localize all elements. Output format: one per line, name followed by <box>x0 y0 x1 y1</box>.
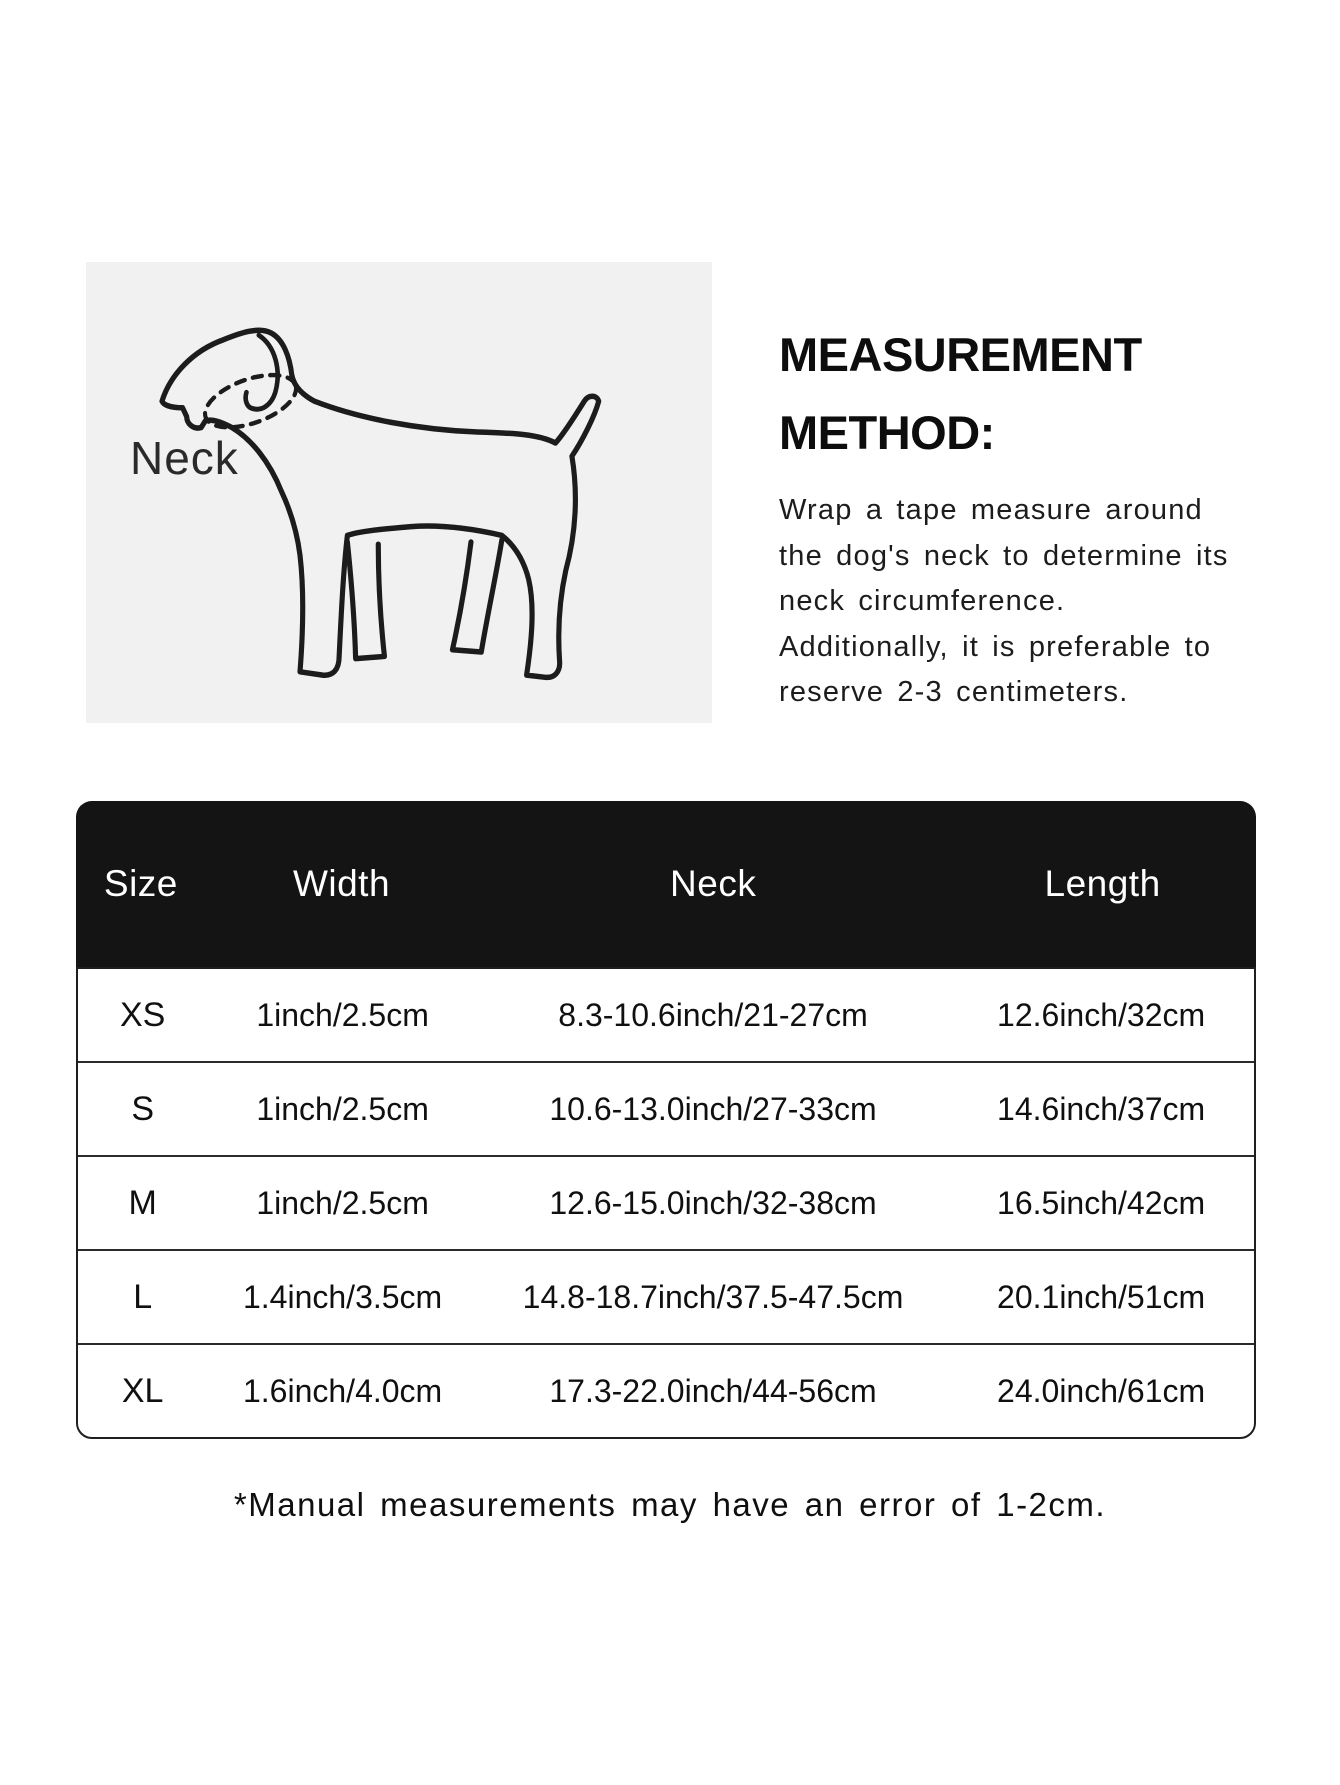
length-cell: 20.1inch/51cm <box>997 1278 1206 1315</box>
table-row-xl <box>78 1343 1254 1437</box>
size-cell: S <box>131 1089 155 1128</box>
dog-ear <box>246 335 278 409</box>
neck-cell: 14.8-18.7inch/37.5-47.5cm <box>522 1278 904 1315</box>
dog-line-drawing <box>86 262 712 723</box>
collar-ellipse <box>199 365 302 438</box>
dog-far-front-leg <box>347 542 384 659</box>
description-line: Additionally, it is preferable to <box>779 630 1212 663</box>
header-cell-size: Size <box>103 863 178 904</box>
length-cell: 12.6inch/32cm <box>997 996 1206 1033</box>
table-row-l <box>78 1249 1254 1343</box>
header-cell-width: Width <box>292 863 391 904</box>
length-cell: 16.5inch/42cm <box>997 1184 1206 1221</box>
description-line: the dog's neck to determine its <box>779 539 1229 572</box>
table-row-s <box>78 1061 1254 1155</box>
neck-cell: 10.6-13.0inch/27-33cm <box>549 1090 877 1127</box>
measurement-heading-line2: METHOD: <box>779 406 995 459</box>
width-cell: 1.4inch/3.5cm <box>242 1278 443 1315</box>
size-cell: XL <box>121 1371 164 1410</box>
size-cell: L <box>133 1277 153 1316</box>
length-cell: 24.0inch/61cm <box>997 1372 1206 1409</box>
footnote: *Manual measurements may have an error of 1-2cm. <box>233 1486 1107 1523</box>
size-table-header <box>76 801 1256 967</box>
description-line: Wrap a tape measure around <box>779 494 1203 526</box>
dog-figure <box>162 330 599 677</box>
measurement-description <box>779 488 1289 716</box>
table-row-m <box>78 1155 1254 1249</box>
measurement-heading-line1: MEASUREMENT <box>779 328 1142 381</box>
width-cell: 1inch/2.5cm <box>256 1090 429 1127</box>
size-table <box>76 801 1256 1439</box>
neck-cell: 17.3-22.0inch/44-56cm <box>549 1372 877 1409</box>
description-line: neck circumference. <box>779 585 1066 617</box>
dog-far-hind-leg <box>452 540 501 652</box>
measurement-method-section <box>779 316 1289 716</box>
neck-cell: 12.6-15.0inch/32-38cm <box>549 1184 877 1221</box>
neck-label: Neck <box>130 432 239 484</box>
neck-cell: 8.3-10.6inch/21-27cm <box>558 996 868 1033</box>
dog-illustration-panel <box>86 262 712 723</box>
width-cell: 1inch/2.5cm <box>256 996 429 1033</box>
width-cell: 1inch/2.5cm <box>256 1184 429 1221</box>
measurement-heading <box>779 316 1289 472</box>
size-cell: XS <box>120 995 166 1034</box>
table-row-xs <box>78 969 1254 1061</box>
length-cell: 14.6inch/37cm <box>997 1090 1206 1127</box>
size-table-body <box>76 967 1256 1439</box>
size-cell: M <box>128 1183 157 1222</box>
header-cell-neck: Neck <box>670 863 757 904</box>
width-cell: 1.6inch/4.0cm <box>242 1372 443 1409</box>
header-cell-length: Length <box>1044 863 1161 904</box>
description-line: reserve 2-3 centimeters. <box>779 676 1129 708</box>
